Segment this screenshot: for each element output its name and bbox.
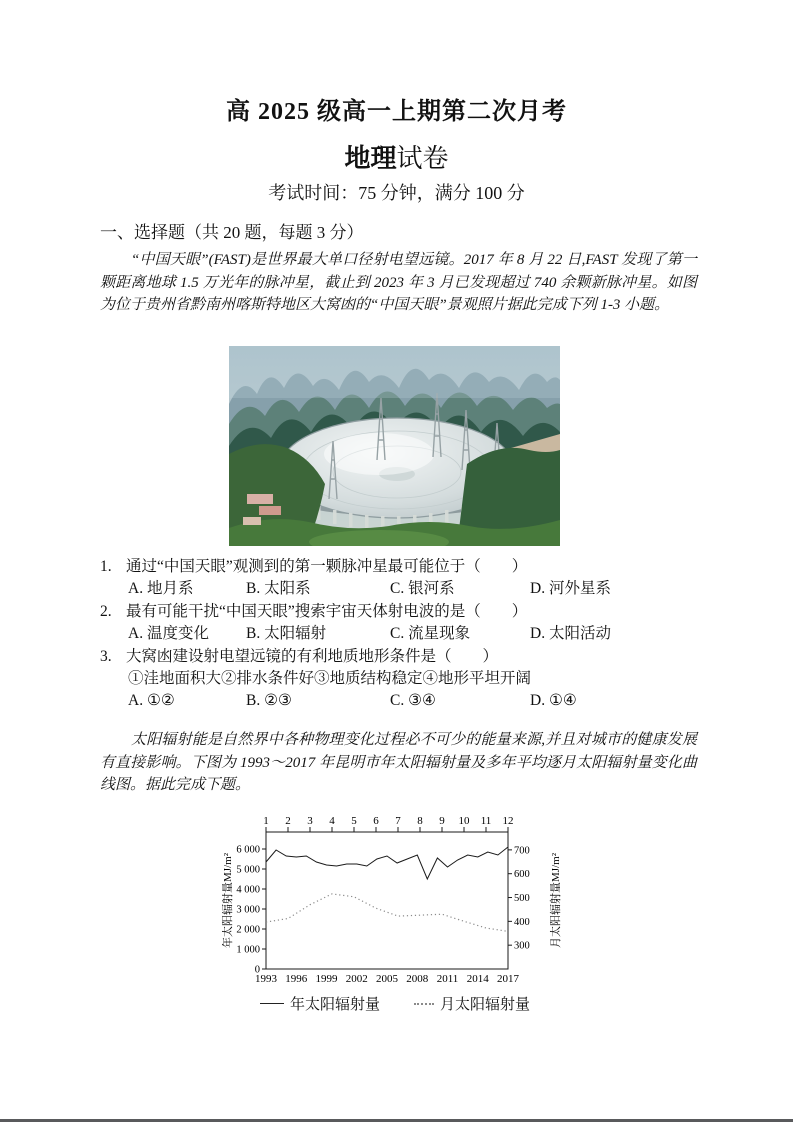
legend-monthly-label: 月太阳辐射量	[440, 997, 531, 1013]
question-3-stem-row	[100, 646, 700, 668]
question-3-stem: 大窝凼建设射电望远镜的有利地质地形条件是（ ）	[126, 647, 499, 665]
question-3-option-b: B. ②③	[246, 692, 292, 710]
svg-text:1993: 1993	[255, 973, 277, 985]
fast-telescope-photo	[229, 346, 560, 546]
question-2-option-d: D. 太阳活动	[530, 625, 611, 643]
svg-text:2 000: 2 000	[236, 924, 260, 936]
question-1-options	[100, 578, 700, 600]
svg-text:700: 700	[514, 845, 530, 857]
svg-text:11: 11	[480, 816, 492, 827]
question-3-options	[100, 690, 700, 712]
svg-text:2017: 2017	[497, 973, 519, 985]
svg-text:400: 400	[514, 916, 530, 928]
question-1-stem-row	[100, 556, 700, 578]
question-2-number: 2.	[100, 602, 112, 620]
question-1-number: 1.	[100, 558, 112, 575]
svg-text:2: 2	[285, 816, 291, 827]
svg-text:2014: 2014	[466, 973, 489, 985]
svg-text:9: 9	[439, 816, 445, 827]
svg-text:2008: 2008	[406, 973, 429, 985]
question-3-items: ①洼地面积大②排水条件好③地质结构稳定④地形平坦开阔	[128, 670, 532, 688]
svg-text:7: 7	[395, 816, 401, 827]
svg-text:12: 12	[502, 816, 514, 827]
subtitle-suffix: 试卷	[396, 144, 449, 173]
svg-text:3: 3	[307, 816, 313, 827]
question-3-option-c: C. ③④	[390, 692, 436, 710]
question-3	[100, 646, 700, 713]
svg-text:1999: 1999	[315, 973, 338, 985]
exam-subtitle	[0, 138, 793, 175]
question-3-option-a: A. ①②	[128, 692, 175, 710]
question-3-number: 3.	[100, 647, 112, 665]
question-2-stem: 最有可能干扰“中国天眼”搜索宇宙天体射电波的是（ ）	[126, 602, 528, 620]
svg-text:5 000: 5 000	[236, 864, 260, 876]
svg-text:6 000: 6 000	[236, 844, 260, 856]
svg-text:2005: 2005	[376, 973, 398, 985]
question-1-option-d: D. 河外星系	[530, 580, 611, 598]
question-2-options	[100, 623, 700, 645]
svg-text:6: 6	[373, 816, 379, 827]
question-1	[100, 556, 700, 601]
svg-text:1 000: 1 000	[236, 944, 260, 956]
svg-text:300: 300	[514, 940, 530, 952]
question-2-option-b: B. 太阳辐射	[246, 625, 327, 643]
svg-text:月太阳辐射量MJ/m²: 月太阳辐射量MJ/m²	[550, 853, 562, 948]
fast-telescope-illustration	[229, 346, 560, 546]
svg-text:5: 5	[351, 816, 357, 827]
question-2-option-a: A. 温度变化	[128, 625, 209, 643]
svg-text:10: 10	[458, 816, 470, 827]
legend-annual-label: 年太阳辐射量	[289, 997, 380, 1013]
section-heading: 一、选择题（共 20 题，每题 3 分）	[100, 223, 364, 242]
subject-name: 地理	[344, 144, 397, 173]
passage-fast: “中国天眼”(FAST)是世界最大单口径射电望远镜。2017 年 8 月 22 日,FAST 发现了第一颗距离地球 1.5 万光年的脉冲星，截止到 2023 年 3 月已发现超过 740 余颗新脉冲星。如图为位于贵州省黔南州喀斯特地区大窝凼的“中国天眼”景观照片据此完成下列 1-3 小题。	[100, 252, 697, 313]
solar-radiation-chart	[222, 816, 568, 1016]
exam-info: 考试时间：75 分钟，满分 100 分	[268, 183, 525, 203]
svg-text:600: 600	[514, 869, 530, 881]
question-2-option-c: C. 流星现象	[390, 625, 471, 643]
svg-text:0: 0	[254, 964, 260, 976]
svg-text:2002: 2002	[345, 973, 368, 985]
solar-radiation-plot	[222, 816, 568, 988]
svg-text:4: 4	[329, 816, 335, 827]
question-1-option-a: A. 地月系	[128, 580, 194, 598]
svg-text:3 000: 3 000	[236, 904, 260, 916]
svg-text:2011: 2011	[436, 973, 459, 985]
question-1-option-b: B. 太阳系	[246, 580, 311, 598]
svg-text:年太阳辐射量MJ/m²: 年太阳辐射量MJ/m²	[222, 853, 234, 948]
legend-monthly	[414, 993, 530, 1014]
svg-text:1: 1	[263, 816, 269, 827]
question-list	[100, 556, 700, 713]
legend-solid-line-icon	[260, 1003, 284, 1004]
svg-text:1996: 1996	[285, 973, 308, 985]
question-2-stem-row	[100, 601, 700, 623]
svg-text:4 000: 4 000	[236, 884, 260, 896]
svg-text:8: 8	[417, 816, 423, 827]
question-1-option-c: C. 银河系	[390, 580, 455, 598]
chart-legend	[252, 993, 538, 1014]
legend-annual	[260, 993, 380, 1014]
legend-dotted-line-icon	[414, 1003, 434, 1005]
haze-overlay	[229, 346, 560, 398]
question-2	[100, 601, 700, 646]
svg-text:500: 500	[514, 893, 530, 905]
exam-title: 高 2025 级高一上期第二次月考	[226, 99, 567, 125]
question-1-stem: 通过“中国天眼”观测到的第一颗脉冲星最可能位于（ ）	[126, 558, 528, 575]
passage-solar-radiation: 太阳辐射能是自然界中各种物理变化过程必不可少的能量来源,并且对城市的健康发展有直接影响。下图为 1993～2017 年昆明市年太阳辐射量及多年平均逐月太阳辐射量变化曲线图。据此完成下题。	[100, 732, 697, 793]
question-3-option-d: D. ①④	[530, 692, 577, 710]
